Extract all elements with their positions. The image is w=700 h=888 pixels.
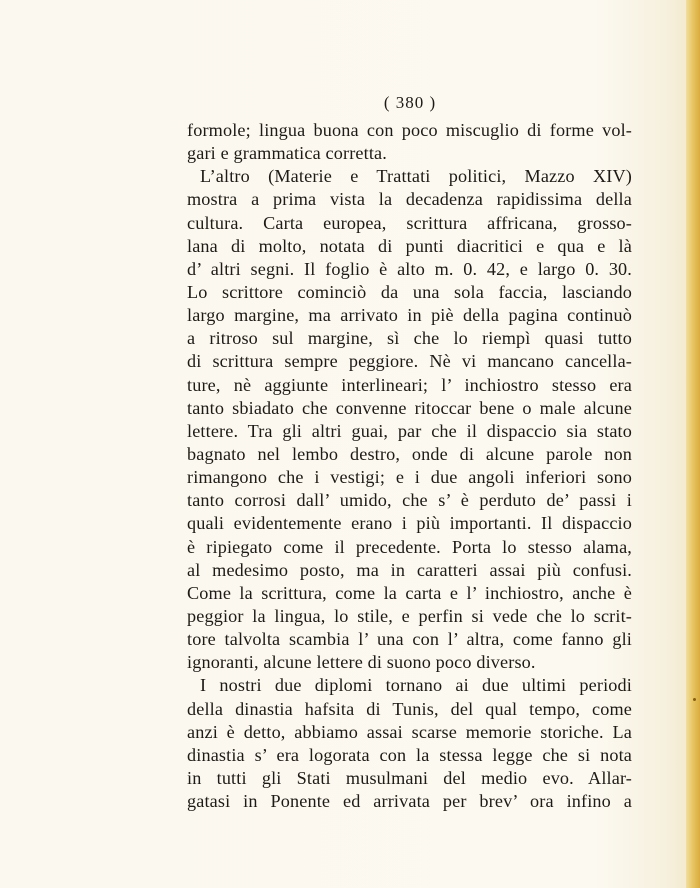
text-line: L’altro (Materie e Trattati politici, Mazzo XIV) bbox=[200, 166, 632, 187]
ink-speck bbox=[693, 698, 696, 701]
page-edge bbox=[686, 0, 700, 888]
text-line: ignoranti, alcune lettere di suono poco diverso. bbox=[187, 652, 536, 673]
text-line: Lo scrittore cominciò da una sola faccia, lasciando bbox=[187, 281, 632, 302]
text-line: di scrittura sempre peggiore. Nè vi mancano cancella- bbox=[187, 351, 632, 372]
text-line: bagnato nel lembo destro, onde di alcune parole non bbox=[187, 443, 632, 464]
text-line: cultura. Carta europea, scrittura affricana, grosso- bbox=[187, 212, 632, 233]
text-line: a ritroso sul margine, sì che lo riempì quasi tutto bbox=[187, 328, 632, 349]
text-line: è ripiegato come il precedente. Porta lo stesso alama, bbox=[187, 536, 632, 557]
text-line: in tutti gli Stati musulmani del medio evo. Allar- bbox=[187, 767, 632, 788]
text-line: Come la scrittura, come la carta e l’ inchiostro, anche è bbox=[187, 582, 632, 603]
text-line: anzi è detto, abbiamo assai scarse memorie storiche. La bbox=[187, 721, 632, 742]
text-line: tanto sbiadato che convenne ritoccar bene o male alcune bbox=[187, 397, 632, 418]
text-line: mostra a prima vista la decadenza rapidissima della bbox=[187, 189, 632, 210]
page-number: ( 380 ) bbox=[383, 93, 437, 112]
text-line: lettere. Tra gli altri guai, par che il dispaccio sia stato bbox=[187, 420, 632, 441]
text-line: al medesimo posto, ma in caratteri assai più confusi. bbox=[187, 559, 632, 580]
text-line: largo margine, ma arrivato in piè della pagina continuò bbox=[187, 305, 632, 326]
text-line: peggior la lingua, lo stile, e perfin si vede che lo scrit- bbox=[187, 605, 632, 626]
text-line: quali evidentemente erano i più importanti. Il dispaccio bbox=[187, 513, 632, 534]
text-line: tanto corrosi dall’ umido, che s’ è perduto de’ passi i bbox=[187, 490, 632, 511]
text-line: rimangono che i vestigi; e i due angoli inferiori sono bbox=[187, 467, 632, 488]
text-line: tore talvolta scambia l’ una con l’ altra, come fanno gli bbox=[187, 629, 632, 650]
text-line: dinastia s’ era logorata con la stessa legge che si nota bbox=[187, 744, 632, 765]
text-line: ture, nè aggiunte interlineari; l’ inchiostro stesso era bbox=[187, 374, 632, 395]
text-line: gatasi in Ponente ed arrivata per brev’ ora infino a bbox=[187, 791, 632, 812]
text-line: lana di molto, notata di punti diacritici e qua e là bbox=[187, 235, 632, 256]
text-line: d’ altri segni. Il foglio è alto m. 0. 42, e largo 0. 30. bbox=[187, 258, 632, 279]
text-line: gari e grammatica corretta. bbox=[187, 143, 387, 164]
text-line: I nostri due diplomi tornano ai due ultimi periodi bbox=[200, 675, 632, 696]
text-line: formole; lingua buona con poco miscuglio di forme vol- bbox=[187, 120, 632, 140]
text-line: della dinastia hafsita di Tunis, del qual tempo, come bbox=[187, 698, 632, 719]
body-text bbox=[187, 119, 632, 813]
